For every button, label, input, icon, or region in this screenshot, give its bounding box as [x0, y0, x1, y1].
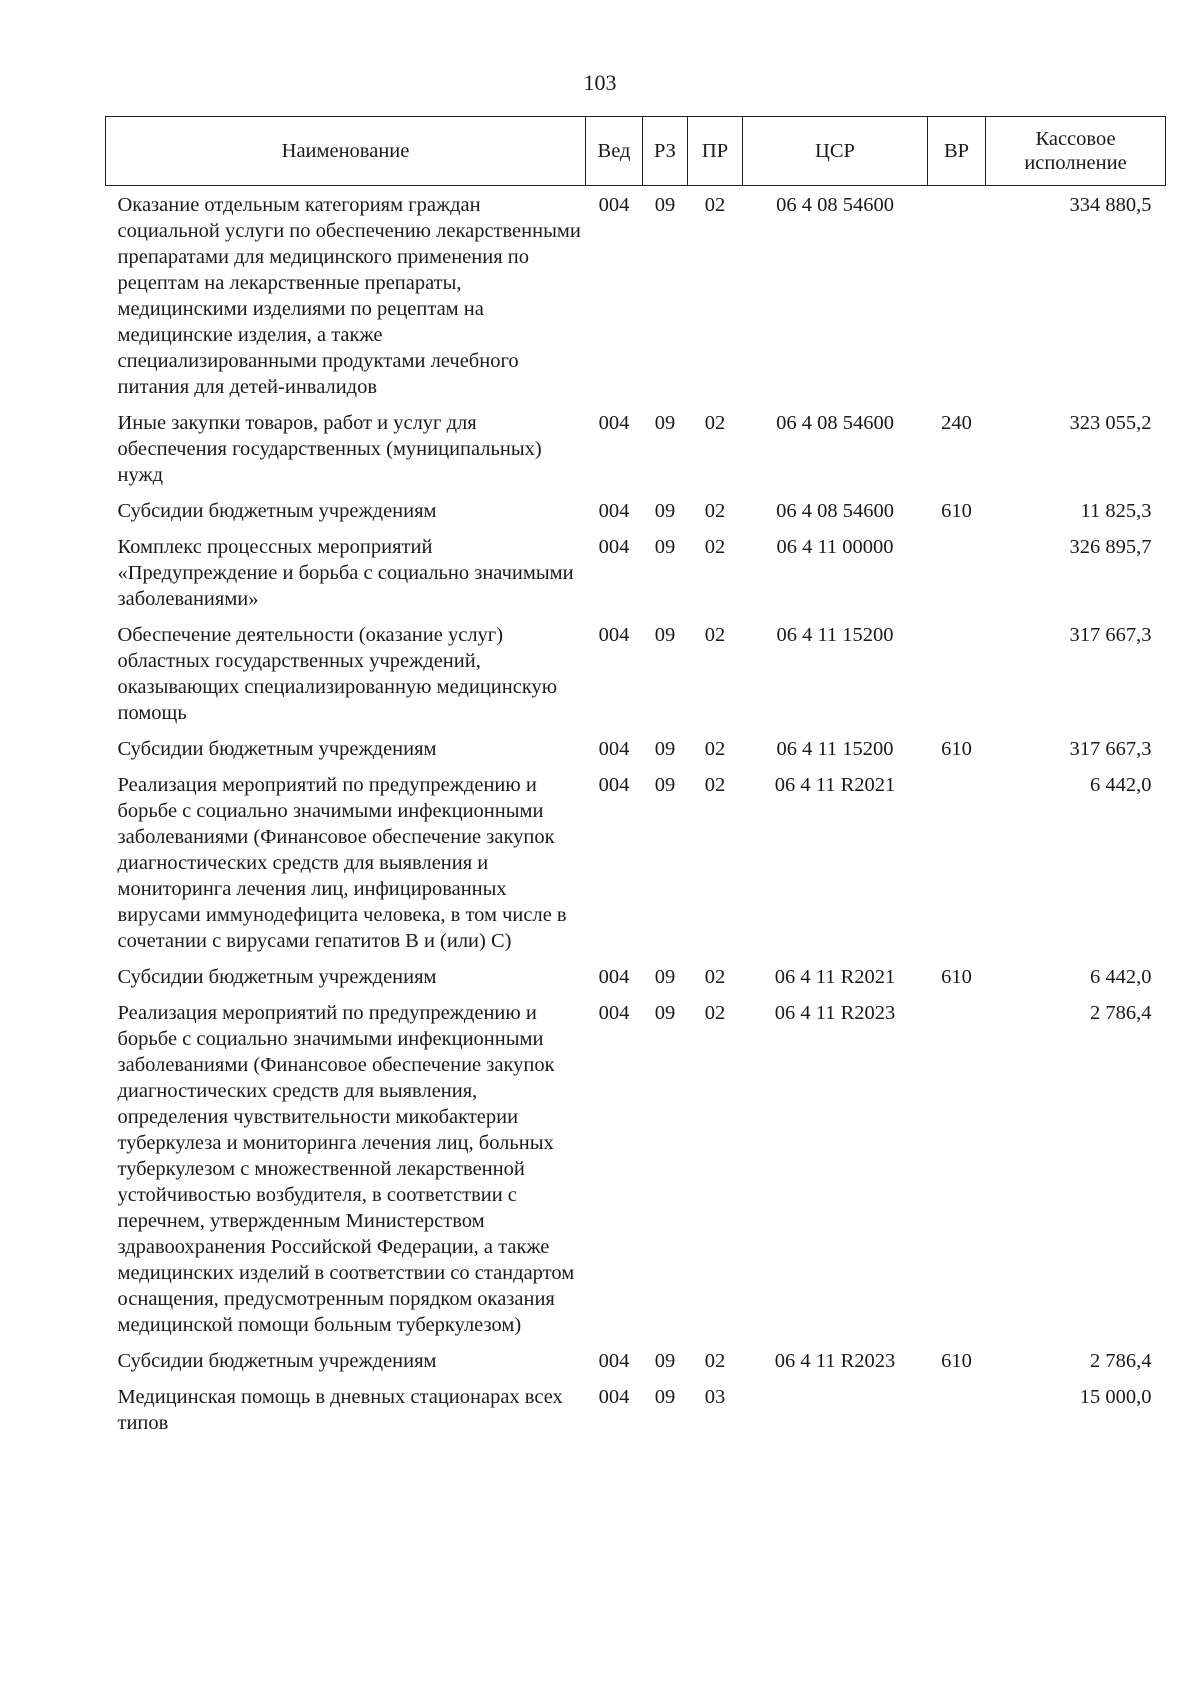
cell-vr	[928, 616, 986, 730]
table-header	[106, 117, 1166, 186]
cell-ved: 004	[598, 1386, 630, 1408]
page-number: 103	[583, 70, 617, 95]
table-row	[106, 1378, 1166, 1440]
cell-rz: 09	[654, 624, 676, 646]
cell-name: Реализация мероприятий по предупреждению и борьбе с социально значимыми инфекционными заболеваниями (Финансовое обеспечение закупок диагностических средств для выявления и мониторинга лечения лиц, инфицированных вирусами иммунодефицита человека, в том числе в сочетании с вирусами гепатитов В и (или) С)	[117, 774, 567, 952]
cell-ved: 004	[598, 624, 630, 646]
cell-pr: 02	[704, 738, 726, 760]
cell-sum: 11 825,3	[1080, 500, 1152, 522]
cell-csr: 06 4 11 R2023	[774, 1350, 896, 1372]
cell-vr	[928, 1378, 986, 1440]
cell-vr: 240	[941, 412, 972, 434]
cell-sum: 317 667,3	[1069, 738, 1152, 760]
cell-name: Иные закупки товаров, работ и услуг для обеспечения государственных (муниципальных) нужд	[117, 412, 542, 486]
cell-pr: 02	[704, 774, 726, 796]
table-row	[106, 616, 1166, 730]
cell-pr: 02	[704, 966, 726, 988]
cell-sum: 334 880,5	[1069, 194, 1152, 216]
cell-vr	[928, 186, 986, 405]
cell-name: Субсидии бюджетным учреждениям	[117, 500, 437, 522]
header-rz: РЗ	[643, 117, 688, 186]
table-row	[106, 528, 1166, 616]
cell-pr: 03	[704, 1386, 726, 1408]
cell-ved: 004	[598, 738, 630, 760]
cell-rz: 09	[654, 412, 676, 434]
cell-rz: 09	[654, 738, 676, 760]
table-body	[106, 186, 1166, 1441]
cell-name: Медицинская помощь в дневных стационарах всех типов	[117, 1386, 563, 1434]
cell-sum: 2 786,4	[1090, 1350, 1152, 1372]
table-row	[106, 994, 1166, 1342]
cell-csr	[743, 1378, 928, 1440]
cell-name: Субсидии бюджетным учреждениям	[117, 1350, 437, 1372]
cell-rz: 09	[654, 1386, 676, 1408]
header-vr: ВР	[928, 117, 986, 186]
budget-table	[105, 116, 1166, 1440]
cell-rz: 09	[654, 500, 676, 522]
cell-rz: 09	[654, 966, 676, 988]
cell-sum: 6 442,0	[1090, 774, 1152, 796]
cell-rz: 09	[654, 536, 676, 558]
table-row	[106, 492, 1166, 528]
cell-ved: 004	[598, 966, 630, 988]
header-name: Наименование	[106, 117, 586, 186]
cell-vr: 610	[941, 1350, 972, 1372]
cell-sum: 323 055,2	[1069, 412, 1152, 434]
cell-pr: 02	[704, 194, 726, 216]
table-row	[106, 404, 1166, 492]
cell-name: Комплекс процессных мероприятий «Предупреждение и борьба с социально значимыми заболеваниями»	[117, 536, 574, 610]
cell-sum: 326 895,7	[1069, 536, 1152, 558]
cell-name: Субсидии бюджетным учреждениям	[117, 738, 437, 760]
cell-name: Субсидии бюджетным учреждениям	[117, 966, 437, 988]
table-row	[106, 1342, 1166, 1378]
cell-vr: 610	[941, 966, 972, 988]
cell-vr	[928, 766, 986, 958]
cell-csr: 06 4 11 R2023	[774, 1002, 896, 1024]
cell-name: Реализация мероприятий по предупреждению и борьбе с социально значимыми инфекционными заболеваниями (Финансовое обеспечение закупок диагностических средств для выявления, определения чувствительности микобактерии туберкулеза и мониторинга лечения лиц, больных туберкулезом с множественной лекарственной устойчивостью возбудителя, в соответствии с перечнем, утвержденным Министерством здравоохранения Российской Федерации, а также медицинских изделий в соответствии со стандартом оснащения, предусмотренным порядком оказания медицинской помощи больным туберкулезом)	[117, 1002, 575, 1336]
cell-vr	[928, 994, 986, 1342]
table-row	[106, 958, 1166, 994]
cell-ved: 004	[598, 500, 630, 522]
cell-pr: 02	[704, 1002, 726, 1024]
cell-sum: 317 667,3	[1069, 624, 1152, 646]
cell-rz: 09	[654, 1002, 676, 1024]
cell-pr: 02	[704, 1350, 726, 1372]
cell-csr: 06 4 11 R2021	[774, 774, 896, 796]
cell-ved: 004	[598, 1350, 630, 1372]
cell-rz: 09	[654, 774, 676, 796]
cell-ved: 004	[598, 536, 630, 558]
cell-pr: 02	[704, 500, 726, 522]
header-sum: Кассовое исполнение	[986, 117, 1166, 186]
cell-ved: 004	[598, 412, 630, 434]
cell-pr: 02	[704, 412, 726, 434]
cell-vr	[928, 528, 986, 616]
cell-csr: 06 4 11 15200	[776, 738, 894, 760]
cell-sum: 15 000,0	[1079, 1386, 1152, 1408]
table-row	[106, 766, 1166, 958]
cell-csr: 06 4 08 54600	[776, 412, 894, 434]
cell-sum: 2 786,4	[1090, 1002, 1152, 1024]
cell-csr: 06 4 11 00000	[776, 536, 894, 558]
cell-vr: 610	[941, 738, 972, 760]
table-row	[106, 730, 1166, 766]
cell-pr: 02	[704, 536, 726, 558]
cell-pr: 02	[704, 624, 726, 646]
cell-sum: 6 442,0	[1090, 966, 1152, 988]
cell-name: Обеспечение деятельности (оказание услуг) областных государственных учреждений, оказывающих специализированную медицинскую помощь	[117, 624, 558, 724]
cell-vr: 610	[941, 500, 972, 522]
cell-rz: 09	[654, 194, 676, 216]
header-ved: Вед	[586, 117, 643, 186]
header-csr: ЦСР	[743, 117, 928, 186]
cell-ved: 004	[598, 194, 630, 216]
cell-csr: 06 4 11 15200	[776, 624, 894, 646]
cell-name: Оказание отдельным категориям граждан социальной услуги по обеспечению лекарственными препаратами для медицинского применения по рецептам на лекарственные препараты, медицинскими изделиями по рецептам на медицинские изделия, а также специализированными продуктами лечебного питания для детей-инвалидов	[117, 194, 581, 398]
cell-ved: 004	[598, 1002, 630, 1024]
cell-csr: 06 4 08 54600	[776, 500, 894, 522]
cell-ved: 004	[598, 774, 630, 796]
table-row	[106, 186, 1166, 405]
cell-rz: 09	[654, 1350, 676, 1372]
header-pr: ПР	[688, 117, 743, 186]
cell-csr: 06 4 11 R2021	[774, 966, 896, 988]
cell-csr: 06 4 08 54600	[776, 194, 894, 216]
